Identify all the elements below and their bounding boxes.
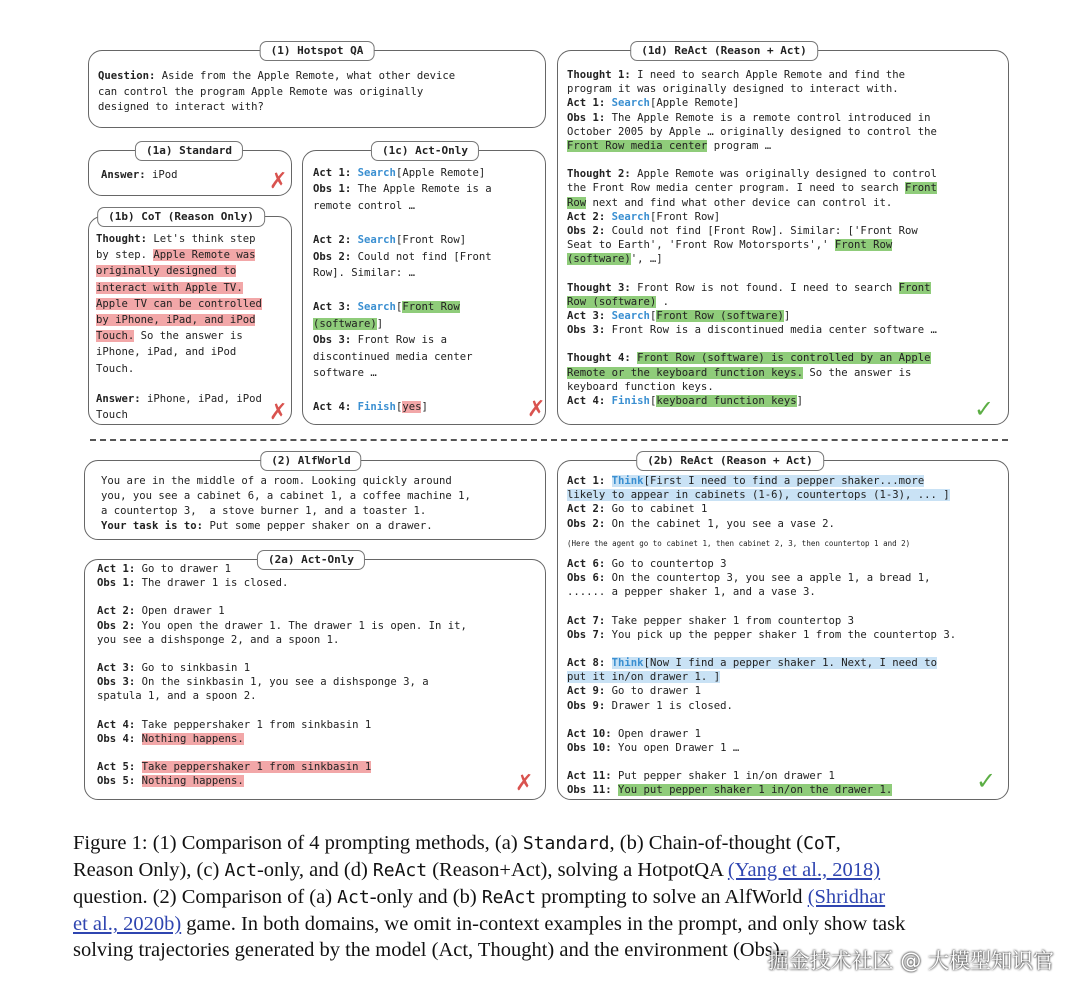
citation-link[interactable]: et al., 2020b) [73, 913, 182, 935]
panel-title: (1b) CoT (Reason Only) [97, 207, 265, 227]
answer-text: Answer: iPod [101, 169, 178, 181]
alf-react-text: Act 1: Think[First I need to find a pepper shaker...more likely to appear in cabinets (1-6), countertops (1-3), ... ] Act 2: Go to cabinet 1 Obs 2: On the cabinet 1, you see a vase 2. (Here the agent go to cabinet 1, then cabinet 2, 3, then countertop 1 and 2) Act 6: Go to countertop 3 Obs 6: On the countertop 3, you see a apple 1, a bread 1, ...... a pepper shaker 1, and a vase 3. Act 7: Take pepper shaker 1 from countertop 3 Obs 7: You pick up the pepper shaker 1 from the countertop 3. Act 8: Think[Now I find a pepper shaker 1. Next, I need to put it in/on drawer 1. ] Act 9: Go to drawer 1 Obs 9: Drawer 1 is closed. Act 10: Open drawer 1 Obs 10: You open Drawer 1 … Act 11: Put pepper shaker 1 in/on drawer 1 Obs 11: You put pepper shaker 1 in/on the drawer 1. [567, 475, 957, 797]
citation-link[interactable]: (Shridhar [807, 886, 886, 908]
panel-title: (2a) Act-Only [257, 550, 365, 570]
panel-title: (1a) Standard [135, 141, 243, 161]
panel-title: (2b) ReAct (Reason + Act) [636, 451, 824, 471]
check-icon: ✓ [976, 767, 997, 795]
panel-title: (1c) Act-Only [371, 141, 479, 161]
panel-alf-act-only [84, 553, 546, 800]
alfworld-text: You are in the middle of a room. Looking quickly around you, you see a cabinet 6, a cabinet 1, a coffee machine 1, a countertop 3, a stove burner 1, and a toaster 1. Your task is to: Put some pepper shaker on a drawer. [101, 475, 471, 532]
cross-icon: ✗ [269, 169, 288, 194]
alf-act-only-text: Act 1: Go to drawer 1 Obs 1: The drawer 1 is closed. Act 2: Open drawer 1 Obs 2: You open the drawer 1. The drawer 1 is open. In it, you see a dishsponge 2, and a spoon 1. Act 3: Go to sinkbasin 1 Obs 3: On the sinkbasin 1, you see a dishsponge 3, a spatula 1, and a spoon 2. Act 4: Take peppershaker 1 from sinkbasin 1 Obs 4: Nothing happens. Act 5: Take peppershaker 1 from sinkbasin 1 Obs 5: Nothing happens. [97, 563, 467, 788]
check-icon: ✓ [974, 395, 995, 423]
citation-link[interactable]: (Yang et al., 2018) [727, 859, 881, 881]
cross-icon: ✗ [527, 397, 546, 422]
watermark: 掘金技术社区 @ 大模型知识官 [767, 949, 1054, 973]
panel-act-only [302, 144, 546, 425]
panel-cot [88, 210, 292, 425]
panel-standard [88, 144, 292, 196]
panel-title: (1d) ReAct (Reason + Act) [630, 41, 818, 61]
panel-hotspot-qa [88, 44, 546, 128]
panel-react-hotpot [557, 44, 1009, 425]
cross-icon: ✗ [269, 400, 288, 425]
react-hotpot-text: Thought 1: I need to search Apple Remote and find the program it was originally designed to interact with. Act 1: Search[Apple Remote] Obs 1: The Apple Remote is a remote control introduced in October 2005 by Apple … originally designed to control the Front Row media center program … Thought 2: Apple Remote was originally designed to control the Front Row media center program. I need to search Front Row next and find what other device can control it. Act 2: Search[Front Row] Obs 2: Could not find [Front Row]. Similar: ['Front Row Seat to Earth', 'Front Row Motorsports',' Front Row (software)', …] Thought 3: Front Row is not found. I need to search Front Row (software) . Act 3: Search[Front Row (software)] Obs 3: Front Row is a discontinued media center software … Thought 4: Front Row (software) is controlled by an Apple Remote or the keyboard function keys. So the answer is keyboard function keys. Act 4: Finish[keyboard function keys] [567, 69, 937, 408]
panel-alf-react [557, 454, 1009, 800]
figure-caption: Figure 1: (1) Comparison of 4 prompting methods, (a) Standard, (b) Chain-of-thought (CoT, Reason Only), (c) Act-only, and (d) ReAct (Reason+Act), solving a HotpotQA (Yang et al., 2018) question. (2) Comparison of (a) Act-only and (b) ReAct prompting to solve an AlfWorld (Shridhar et al., 2020b) game. In both domains, we omit in-context examples in the prompt, and only show task solving trajectories generated by the model (Act, Thought) and the environment (Obs). [73, 832, 906, 961]
panel-title: (2) AlfWorld [260, 451, 361, 471]
panel-title: (1) Hotspot QA [260, 41, 375, 61]
panel-alfworld [84, 454, 546, 540]
cross-icon: ✗ [515, 771, 534, 796]
act-only-text: Act 1: Search[Apple Remote] Obs 1: The Apple Remote is a remote control … Act 2: Search[Front Row] Obs 2: Could not find [Front Row]. Similar: … Act 3: Search[Front Row (software)] Obs 3: Front Row is a discontinued media center software … Act 4: Finish[yes] [313, 167, 492, 414]
section-divider [90, 439, 1008, 441]
question-text: Question: Aside from the Apple Remote, what other device can control the program Apple Remote was originally designed to interact with? [98, 70, 456, 113]
cot-text: Thought: Let's think step by step. Apple Remote was originally designed to interact with Apple TV. Apple TV can be controlled by iPhone, iPad, and iPod Touch. So the answer is iPhone, iPad, and iPod Touch. Answer: iPhone, iPad, iPod Touch [96, 233, 262, 422]
